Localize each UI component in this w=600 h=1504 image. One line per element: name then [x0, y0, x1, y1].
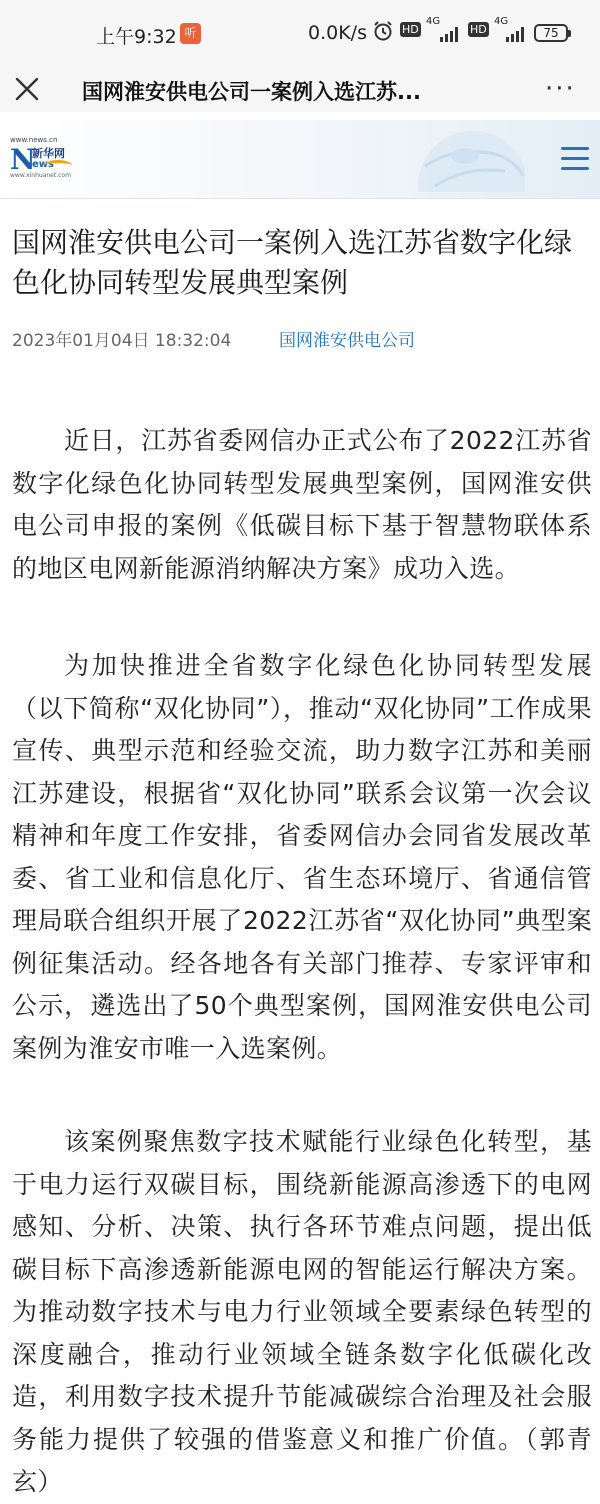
close-button[interactable]	[10, 72, 44, 106]
network-type-label: 4G	[426, 16, 441, 27]
site-header	[0, 120, 600, 199]
logo-url: www.xinhuanet.com	[10, 172, 71, 179]
logo-ews: ews	[32, 159, 54, 170]
more-icon: ···	[545, 74, 576, 104]
logo-letter: N	[10, 143, 36, 176]
battery-icon: 75	[534, 24, 568, 42]
article-paragraph: 为加快推进全省数字化绿色化协同转型发展（以下简称“双化协同”），推动“双化协同”工作成果宣传、典型示范和经验交流，助力数字江苏和美丽江苏建设，根据省“双化协同”联系会议第一次会议精神和年度工作安排，省委网信办会同省发展改革委、省工业和信息化厅、省生态环境厅、省通信管理局联合组织开展了2022江苏省“双化协同”典型案例征集活动。经各地各有关部门推荐、专家评审和公示，遴选出了50个典型案例，国网淮安供电公司案例为淮安市唯一入选案例。	[12, 651, 592, 1063]
article-datetime: 2023年01月04日 18:32:04	[12, 331, 232, 351]
article-source-link[interactable]: 国网淮安供电公司	[279, 331, 415, 351]
article-title: 国网淮安供电公司一案例入选江苏省数字化绿色化协同转型发展典型案例	[12, 226, 573, 299]
network-speed: 0.0K/s	[308, 22, 367, 44]
globe-decoration	[395, 126, 525, 192]
logo-name: 新华网	[32, 147, 65, 160]
article-paragraph: 该案例聚焦数字技术赋能行业绿色化转型，基于电力运行双碳目标，围绕新能源高渗透下的电网感知、分析、决策、执行各环节难点问题，提出低碳目标下高渗透新能源电网的智能运行解决方案。为推动数字技术与电力行业领域全要素绿色转型的深度融合，推动行业领域全链条数字化低碳化改造，利用数字技术提升节能减碳综合治理及社会服务能力提供了较强的借鉴意义和推广价值。（郭青玄）	[12, 1127, 592, 1496]
page-title: 国网淮安供电公司一案例入选江苏...	[82, 80, 421, 104]
hd-icon: HD	[402, 23, 419, 36]
signal-icon-2	[506, 26, 528, 42]
alarm-icon	[372, 20, 394, 46]
more-button[interactable]	[545, 74, 576, 104]
title-bar	[0, 68, 600, 112]
signal-icon	[440, 26, 462, 42]
logo-swoosh	[44, 160, 72, 171]
xinhua-logo[interactable]	[10, 136, 72, 180]
network-type-label-2: 4G	[494, 16, 509, 27]
close-icon	[10, 72, 44, 106]
article-paragraph: 近日，江苏省委网信办正式公布了2022江苏省数字化绿色化协同转型发展典型案例，国网淮安供电公司申报的案例《低碳目标下基于智慧物联体系的地区电网新能源消纳解决方案》成功入选。	[12, 426, 592, 583]
status-bar	[0, 0, 600, 68]
notification-badge: 听	[180, 23, 201, 44]
hd-icon-2: HD	[470, 23, 487, 36]
menu-icon[interactable]	[561, 147, 589, 171]
status-time: 上午9:32	[96, 26, 177, 48]
logo-domain: www.news.cn	[10, 136, 58, 144]
